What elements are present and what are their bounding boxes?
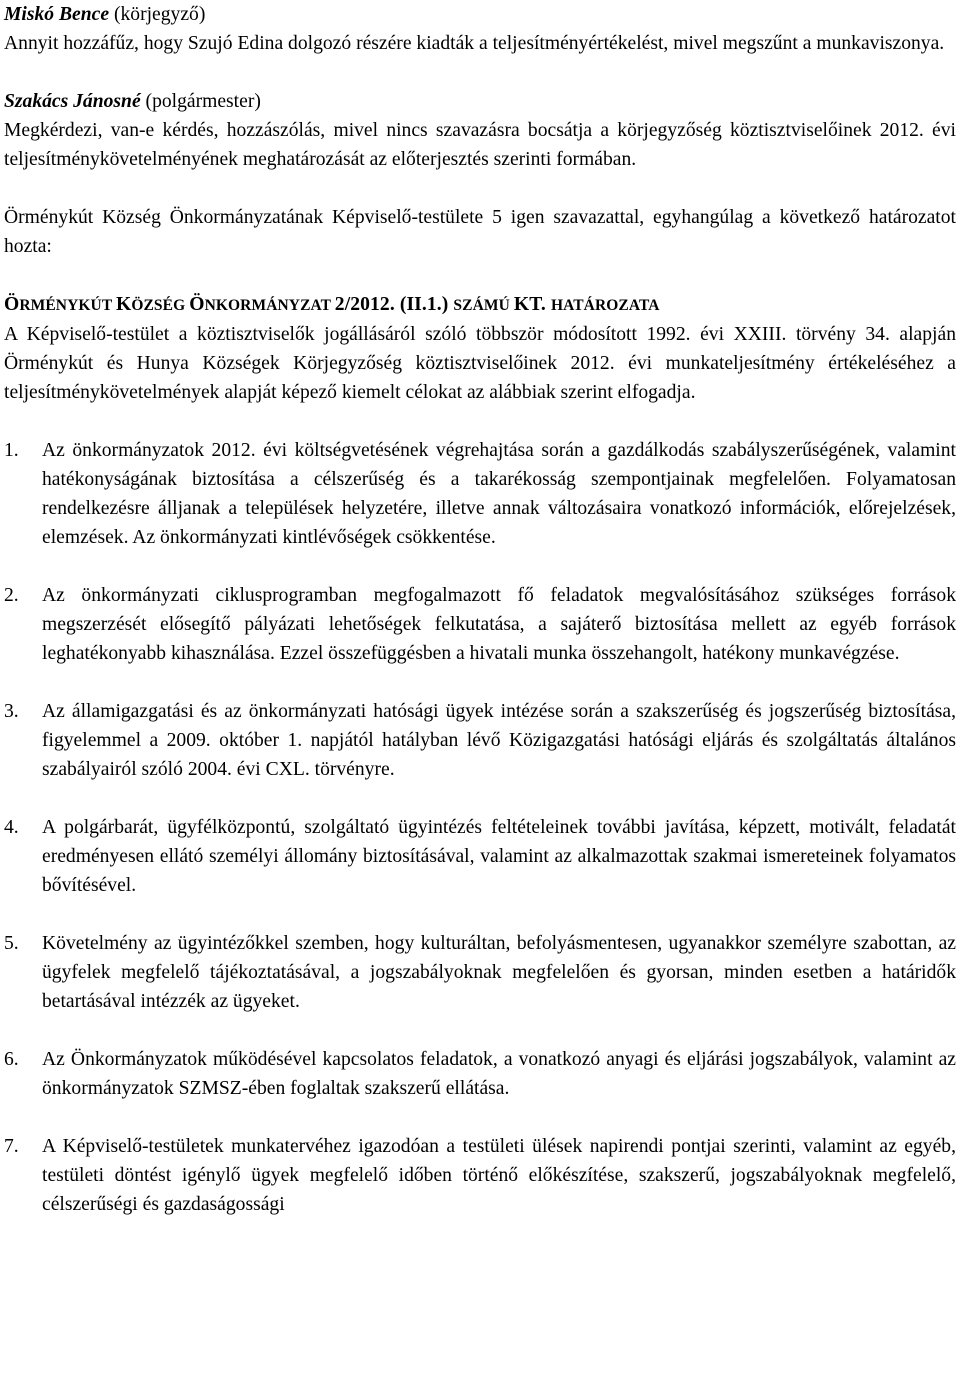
item-text: Az önkormányzati ciklusprogramban megfogalmazott fő feladatok megvalósításához szükséges források megszerzését elősegítő pályázati lehetőségek felkutatása, a sajáterő biztosítása mellett az egyéb források leghatékonyabb kihasználása. Ezzel összefüggésben a hivatali munka összehangolt, hatékony munkavégzése. <box>42 585 956 664</box>
item-text: Követelmény az ügyintézőkkel szemben, hogy kulturáltan, befolyásmentesen, ugyanakkor személyre szabottan, az ügyfelek megfelelő tájékoztatásával, a jogszabályoknak megfelelően és gyorsan, minden esetben a határidők betartásával intézzék az ügyeket. <box>42 933 956 1012</box>
speaker-role: (körjegyző) <box>109 4 206 25</box>
paragraph-gap <box>4 407 956 436</box>
list-item <box>4 929 956 1016</box>
list-item <box>4 813 956 900</box>
list-item <box>4 697 956 784</box>
list-item <box>4 1045 956 1103</box>
item-number: 2. <box>4 585 19 606</box>
speaker-heading-1 <box>4 0 956 29</box>
speaker-role: (polgármester) <box>140 91 261 112</box>
decision-title: ÖRMÉNYKÚT KÖZSÉG ÖNKORMÁNYZAT 2/2012. (II.1.) SZÁMÚ KT. HATÁROZATA <box>4 294 660 315</box>
speaker-statement-1: Annyit hozzáfűz, hogy Szujó Edina dolgozó részére kiadták a teljesítményértékelést, mivel megszűnt a munkaviszonya. <box>4 33 945 54</box>
list-item <box>4 436 956 552</box>
goals-list <box>4 436 956 1219</box>
item-number: 4. <box>4 817 19 838</box>
vote-result: Örménykút Község Önkormányzatának Képviselő-testülete 5 igen szavazattal, egyhangúlag a következő határozatot hozta: <box>4 207 956 257</box>
speaker-statement-2: Megkérdezi, van-e kérdés, hozzászólás, mivel nincs szavazásra bocsátja a körjegyzőség köztisztviselőinek 2012. évi teljesítménykövetelményének meghatározását az előterjesztés szerinti formában. <box>4 120 956 170</box>
speaker-name: Miskó Bence <box>4 4 110 25</box>
item-text: A Képviselő-testületek munkatervéhez igazodóan a testületi ülések napirendi pontjai szerinti, valamint az egyéb, testületi döntést igénylő ügyek megfelelő időben történő előkészítése, szakszerű, jogszabályoknak megfelelő, célszerűségi és gazdaságossági <box>42 1136 956 1215</box>
item-number: 3. <box>4 701 19 722</box>
item-number: 6. <box>4 1049 19 1070</box>
decision-intro: A Képviselő-testület a köztisztviselők jogállásáról szóló többször módosított 1992. évi XXIII. törvény 34. alapján Örménykút és Hunya Községek Körjegyzőség köztisztviselőinek 2012. évi munkateljesítmény értékeléséhez a teljesítménykövetelmények alapját képező kiemelt célokat az alábbiak szerint elfogadja. <box>4 324 956 403</box>
speaker-heading-2 <box>4 87 956 116</box>
item-text: A polgárbarát, ügyfélközpontú, szolgáltató ügyintézés feltételeinek további javítása, képzett, motivált, feladatát eredményesen ellátó személyi állomány biztosításával, valamint az alkalmazottak szakmai ismereteinek folyamatos bővítésével. <box>42 817 956 896</box>
item-text: Az önkormányzatok 2012. évi költségvetésének végrehajtása során a gazdálkodás szabályszerűségének, valamint hatékonyságának biztosítása a célszerűség és a takarékosság szempontjainak megfelelően. Folyamatosan rendelkezésre álljanak a települések helyzetére, illetve annak változásaira vonatkozó információk, előrejelzések, elemzések. Az önkormányzati kintlévőségek csökkentése. <box>42 440 956 548</box>
list-item <box>4 1132 956 1219</box>
item-text: Az államigazgatási és az önkormányzati hatósági ügyek intézése során a szakszerűség és jogszerűség biztosítása, figyelemmel a 2009. október 1. napjától hatályban lévő Közigazgatási hatósági eljárás és szolgáltatás általános szabályairól szóló 2004. évi CXL. törvényre. <box>42 701 956 780</box>
item-number: 5. <box>4 933 19 954</box>
paragraph-gap <box>4 174 956 203</box>
paragraph-gap <box>4 261 956 290</box>
speaker-name: Szakács Jánosné <box>4 91 141 112</box>
item-number: 1. <box>4 440 19 461</box>
item-number: 7. <box>4 1136 19 1157</box>
item-text: Az Önkormányzatok működésével kapcsolatos feladatok, a vonatkozó anyagi és eljárási jogszabályok, valamint az önkormányzatok SZMSZ-ében foglaltak szakszerű ellátása. <box>42 1049 956 1099</box>
list-item <box>4 581 956 668</box>
paragraph-gap <box>4 58 956 87</box>
